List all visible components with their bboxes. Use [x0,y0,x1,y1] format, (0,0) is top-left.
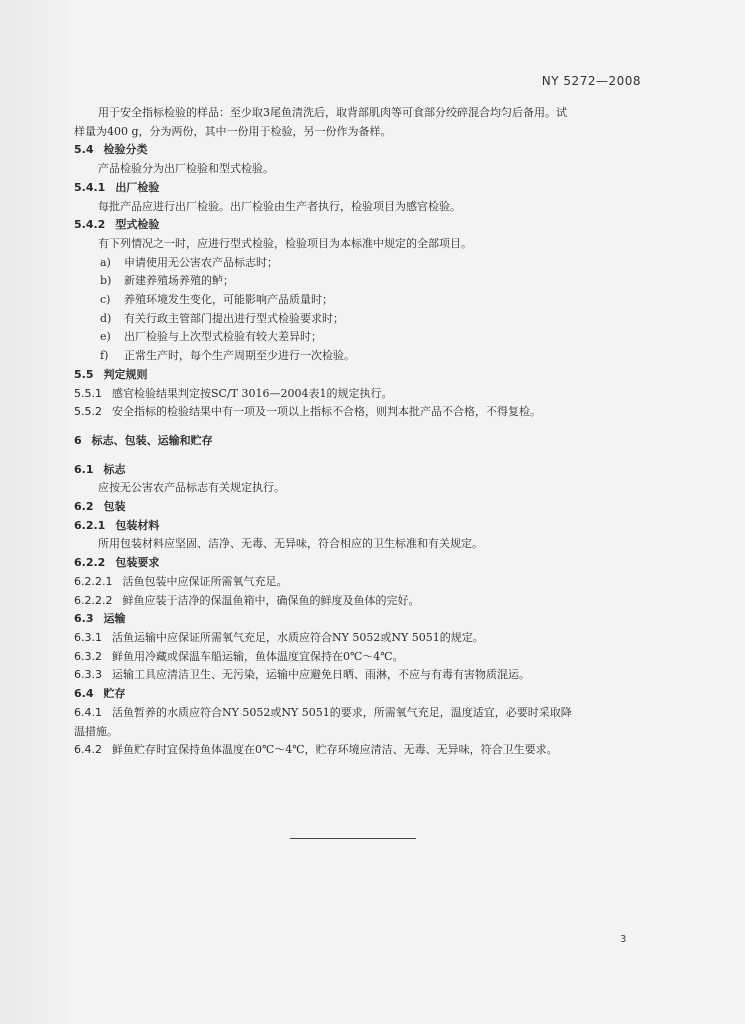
paragraph-line: 样量为400 g，分为两份，其中一份用于检验，另一份作为备样。 [74,124,392,138]
clause-6-2-2-2: 6.2.2.2 鲜鱼应装于洁净的保温鱼箱中，确保鱼的鲜度及鱼体的完好。 [74,593,420,607]
clause-6-3-1: 6.3.1 活鱼运输中应保证所需氧气充足，水质应符合NY 5052或NY 5051的规定。 [74,630,484,644]
clause-5-5-2: 5.5.2 安全指标的检验结果中有一项及一项以上指标不合格，则判本批产品不合格，不得复检。 [74,405,541,419]
list-item: f) 正常生产时，每个生产周期至少进行一次检验。 [100,349,355,363]
clause-6-4-2: 6.4.2 鲜鱼贮存时宜保持鱼体温度在0℃～4℃，贮存环境应清洁、无毒、无异味，符合卫生要求。 [74,743,558,757]
section-heading-5-4-1: 5.4.1 出厂检验 [74,180,160,194]
page-number: 3 [620,934,627,945]
section-heading-6-2: 6.2 包装 [74,500,126,514]
paragraph-line: 产品检验分为出厂检验和型式检验。 [98,162,274,176]
section-heading-5-4: 5.4 检验分类 [74,143,148,157]
section-heading-5-4-2: 5.4.2 型式检验 [74,218,160,232]
list-item: c) 养殖环境发生变化，可能影响产品质量时； [100,293,333,307]
section-heading-6-4: 6.4 贮存 [74,687,126,701]
section-heading-6-3: 6.3 运输 [74,612,126,626]
standard-code: NY 5272—2008 [541,74,641,88]
list-item: e) 出厂检验与上次型式检验有较大差异时； [100,330,322,344]
paragraph-line: 所用包装材料应坚固、洁净、无毒、无异味，符合相应的卫生标准和有关规定。 [98,537,483,551]
paragraph-line: 每批产品应进行出厂检验。出厂检验由生产者执行，检验项目为感官检验。 [98,199,461,213]
paragraph-line: 用于安全指标检验的样品：至少取3尾鱼清洗后，取背部肌肉等可食部分绞碎混合均匀后备用。试 [98,106,567,119]
paragraph-line: 温措施。 [74,724,118,738]
clause-5-5-1: 5.5.1 感官检验结果判定按SC/T 3016—2004表1的规定执行。 [74,386,393,400]
section-heading-6-2-1: 6.2.1 包装材料 [74,518,160,532]
chapter-heading-6: 6 标志、包装、运输和贮存 [74,433,213,447]
section-heading-6-2-2: 6.2.2 包装要求 [74,556,160,570]
paragraph-line: 有下列情况之一时，应进行型式检验，检验项目为本标准中规定的全部项目。 [98,236,472,250]
section-heading-6-1: 6.1 标志 [74,462,126,476]
clause-6-2-2-1: 6.2.2.1 活鱼包装中应保证所需氧气充足。 [74,574,288,588]
list-item: b) 新建养殖场养殖的鲈； [100,274,234,288]
clause-6-4-1: 6.4.1 活鱼暂养的水质应符合NY 5052或NY 5051的要求，所需氧气充足，温度适宜，必要时采取降 [74,705,572,719]
paragraph-line: 应按无公害农产品标志有关规定执行。 [98,481,285,495]
clause-6-3-3: 6.3.3 运输工具应清洁卫生、无污染，运输中应避免日晒、雨淋，不应与有毒有害物质混运。 [74,668,530,682]
list-item: d) 有关行政主管部门提出进行型式检验要求时； [100,311,344,325]
document-body [74,104,644,760]
section-heading-5-5: 5.5 判定规则 [74,367,148,381]
end-rule [290,838,416,839]
list-item: a) 申请使用无公害农产品标志时； [100,255,278,269]
clause-6-3-2: 6.3.2 鲜鱼用冷藏或保温车船运输，鱼体温度宜保持在0℃～4℃。 [74,649,404,663]
scan-edge [0,0,68,1024]
